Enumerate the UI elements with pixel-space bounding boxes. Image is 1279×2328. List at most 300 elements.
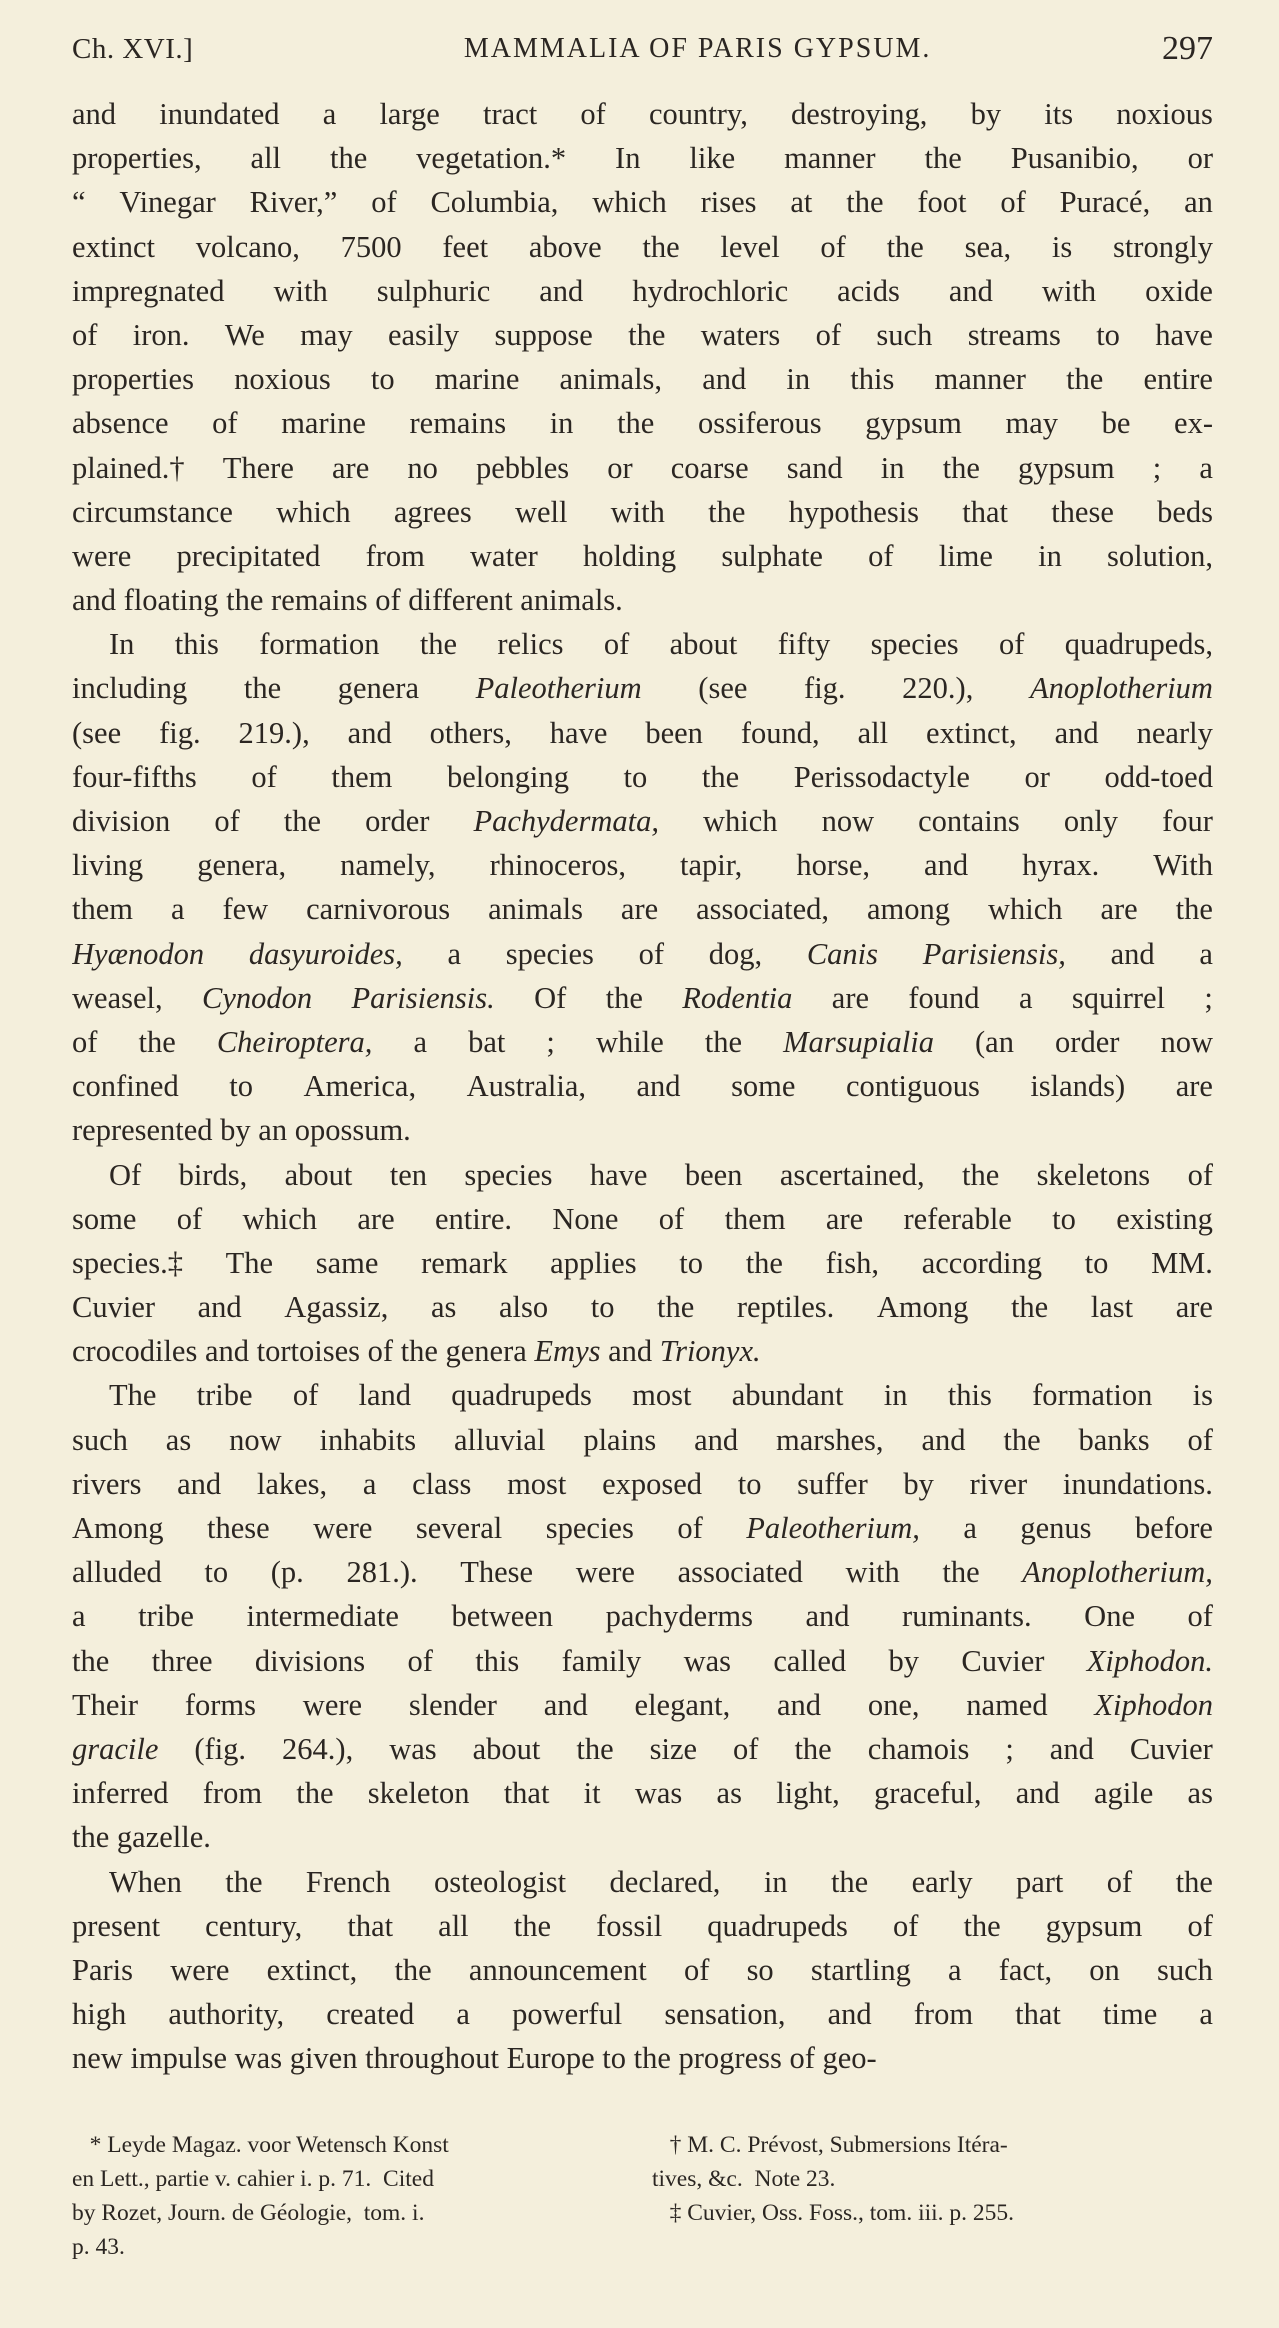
word: [1153, 843, 1213, 887]
text-line: [72, 490, 1213, 534]
text-segment: ten: [389, 1157, 428, 1192]
text-segment: the: [942, 450, 980, 485]
word: [109, 622, 134, 666]
text-segment: The: [109, 1378, 157, 1413]
word: [546, 1506, 634, 1550]
text-segment: most: [507, 1466, 567, 1501]
text-segment: of: [998, 627, 1025, 662]
word: [196, 225, 300, 269]
text-segment: the: [617, 406, 655, 441]
text-segment: were: [170, 1952, 230, 1987]
word: [234, 357, 331, 401]
text-segment: and: [694, 1422, 739, 1457]
word: [214, 799, 239, 843]
word: [1011, 1285, 1048, 1329]
text-segment: islands): [1030, 1069, 1126, 1104]
text-line: [72, 1241, 1213, 1285]
word: [550, 1241, 636, 1285]
text-segment: manner: [934, 362, 1026, 397]
word: [271, 1550, 304, 1594]
text-segment: this: [850, 362, 895, 397]
text-segment: as: [431, 1290, 457, 1325]
word: [431, 1285, 456, 1329]
word: [72, 490, 233, 534]
text-segment: rhinoceros,: [489, 848, 626, 883]
word: [250, 180, 338, 224]
text-segment: alluvial: [453, 1422, 546, 1457]
word: [166, 1418, 191, 1462]
text-segment: the: [963, 1908, 1001, 1943]
text-line: [72, 1683, 1213, 1727]
text-segment: animals: [488, 892, 583, 927]
text-line: [72, 1992, 1213, 2036]
text-segment: osteologist: [433, 1864, 567, 1899]
text-segment: were: [575, 1555, 635, 1590]
text-segment: hyrax.: [1022, 848, 1100, 883]
word: [410, 401, 507, 445]
word: [407, 446, 438, 490]
word: [923, 932, 1066, 976]
text-segment: to: [679, 1245, 703, 1280]
text-segment: When: [109, 1864, 182, 1899]
text-segment: about: [284, 1157, 353, 1192]
text-line: [72, 1020, 1213, 1064]
paragraph: [72, 1373, 1213, 1859]
word: [1188, 1153, 1213, 1197]
text-segment: a: [362, 1466, 377, 1501]
word: [197, 1373, 253, 1417]
word: [867, 887, 950, 931]
text-segment: the: [283, 804, 322, 838]
text-segment: are: [1175, 1290, 1213, 1325]
text-segment: have: [549, 715, 608, 750]
text-segment: Cuvier: [72, 1290, 156, 1325]
text-segment: as: [165, 1422, 192, 1457]
italic-text: Anoplotherium,: [1022, 1555, 1213, 1590]
text-segment: or: [1024, 759, 1050, 794]
word: [409, 1683, 497, 1727]
word: [72, 1020, 97, 1064]
text-segment: of: [683, 1952, 710, 1987]
text-segment: genus: [1020, 1511, 1092, 1545]
word: [1042, 269, 1096, 313]
word: [963, 1904, 1000, 1948]
word: [244, 666, 281, 710]
text-segment: in: [1038, 538, 1062, 573]
italic-text: Anoplotherium: [1029, 671, 1213, 706]
text-segment: waters: [700, 317, 781, 352]
text-line: [72, 1904, 1213, 1948]
word: [451, 1373, 592, 1417]
word: [1060, 180, 1151, 224]
text-segment: while: [595, 1024, 664, 1059]
word: [1003, 1418, 1040, 1462]
text-segment: last: [1090, 1290, 1134, 1325]
text-segment: these: [206, 1511, 270, 1545]
text-segment: one,: [867, 1687, 920, 1722]
word: [1055, 1020, 1119, 1064]
word: [828, 1992, 872, 2036]
text-segment: dog,: [708, 936, 763, 971]
word: [464, 1153, 552, 1197]
text-segment: the: [605, 980, 643, 1015]
text-segment: of: [1000, 185, 1026, 220]
word: [475, 1639, 519, 1683]
word: [1084, 1594, 1135, 1638]
word: [229, 1418, 282, 1462]
word: [363, 1462, 377, 1506]
word: [1137, 711, 1213, 755]
word: [338, 666, 419, 710]
word: [590, 1153, 648, 1197]
word: [1050, 1727, 1094, 1771]
word: [152, 1639, 213, 1683]
word: [109, 1153, 141, 1197]
word: [72, 269, 224, 313]
word: [820, 225, 845, 269]
word: [544, 1683, 588, 1727]
text-segment: ex-: [1174, 406, 1213, 441]
text-segment: Australia,: [466, 1069, 587, 1104]
word: [352, 976, 495, 1020]
text-segment: and: [1054, 715, 1099, 750]
word: [1100, 887, 1137, 931]
word: [791, 92, 927, 136]
italic-text: Xiphodon.: [1086, 1643, 1213, 1678]
word: [473, 1727, 541, 1771]
italic-text: Xiphodon: [1094, 1687, 1213, 1722]
text-segment: been: [645, 715, 703, 750]
word: [635, 1771, 682, 1815]
text-segment: of: [72, 1024, 98, 1059]
text-segment: of: [251, 759, 277, 794]
word: [1030, 666, 1213, 710]
word: [868, 534, 893, 578]
word: [438, 1904, 469, 1948]
footnote-line: by Rozet, Journ. de Géologie, tom. i.: [72, 2200, 425, 2226]
word: [249, 932, 403, 976]
text-segment: have: [1155, 317, 1213, 352]
text-segment: found: [908, 980, 980, 1015]
word: [846, 1064, 980, 1108]
text-segment: sand: [786, 450, 843, 485]
text-segment: them: [72, 892, 133, 927]
word: [451, 1594, 553, 1638]
word: [331, 755, 392, 799]
word: [456, 1992, 470, 2036]
word: [773, 1639, 846, 1683]
text-segment: Pusanibio,: [1010, 141, 1139, 176]
word: [72, 180, 86, 224]
word: [229, 1064, 253, 1108]
word: [276, 490, 351, 534]
italic-text: Parisiensis,: [922, 936, 1066, 971]
text-segment: and: [539, 273, 584, 308]
text-segment: in: [880, 450, 905, 485]
word: [924, 136, 961, 180]
word: [72, 843, 143, 887]
text-line: [72, 887, 1213, 931]
word: [698, 401, 822, 445]
text-segment: of: [214, 804, 240, 838]
word: [225, 313, 265, 357]
word: [467, 1064, 586, 1108]
text-segment: animals,: [559, 362, 663, 397]
text-segment: the: [225, 1864, 263, 1899]
word: [365, 799, 429, 843]
text-line: [72, 1373, 1213, 1417]
word: [1188, 1771, 1213, 1815]
word: [460, 1550, 533, 1594]
text-line: [72, 1329, 1213, 1373]
text-segment: which: [987, 892, 1063, 927]
text-segment: of: [868, 538, 894, 573]
word: [282, 1727, 353, 1771]
word: [624, 755, 648, 799]
text-segment: been: [684, 1157, 743, 1192]
text-line: [72, 666, 1213, 710]
text-line: [72, 1418, 1213, 1462]
word: [877, 1285, 969, 1329]
word: [831, 1860, 868, 1904]
word: [326, 1992, 414, 2036]
text-line: [72, 711, 1213, 755]
text-segment: and: [197, 1290, 242, 1325]
word: [934, 357, 1025, 401]
word: [476, 666, 642, 710]
word: [696, 887, 829, 931]
text-line: [72, 534, 1213, 578]
text-segment: odd-toed: [1104, 759, 1213, 794]
text-segment: (an: [975, 1024, 1014, 1059]
body-text: [72, 92, 1213, 2080]
word: [394, 490, 472, 534]
text-segment: inhabits: [319, 1422, 417, 1457]
word: [159, 92, 279, 136]
text-line: [72, 1506, 1213, 1550]
text-segment: hypothesis: [788, 494, 920, 529]
text-segment: Paris: [72, 1952, 133, 1987]
text-segment: With: [1153, 848, 1213, 883]
word: [1032, 1373, 1152, 1417]
word: [680, 843, 742, 887]
word: [371, 357, 395, 401]
text-line: [72, 976, 1213, 1020]
text-segment: and: [948, 273, 993, 308]
text-segment: land: [358, 1378, 412, 1413]
text-segment: several: [415, 1511, 503, 1545]
text-segment: a: [322, 97, 337, 131]
text-segment: powerful: [512, 1997, 623, 2032]
word: [284, 799, 321, 843]
text-segment: a: [72, 1599, 86, 1634]
word: [420, 622, 457, 666]
text-segment: associated: [677, 1555, 803, 1590]
text-segment: fossil: [596, 1908, 663, 1943]
word: [185, 1683, 256, 1727]
word: [1155, 313, 1213, 357]
text-segment: remark: [421, 1245, 508, 1280]
text-segment: of: [407, 1643, 433, 1678]
word: [1135, 1506, 1213, 1550]
word: [962, 490, 1008, 534]
word: [584, 1771, 601, 1815]
text-segment: the: [846, 185, 884, 220]
text-line: [72, 1285, 1213, 1329]
text-segment: circumstance: [72, 494, 233, 529]
word: [702, 357, 746, 401]
text-segment: were: [72, 538, 132, 573]
text-segment: entire.: [434, 1201, 513, 1236]
word: [499, 1285, 548, 1329]
text-line: [72, 1550, 1213, 1594]
text-segment: These: [460, 1555, 534, 1590]
text-line: [72, 1639, 1213, 1683]
word: [682, 976, 792, 1020]
text-segment: and: [827, 1997, 872, 2032]
word: [1052, 1197, 1076, 1241]
text-segment: about: [669, 627, 738, 662]
text-segment: Among: [72, 1511, 164, 1545]
text-segment: coarse: [670, 450, 749, 485]
word: [664, 1992, 785, 2036]
word: [133, 313, 190, 357]
text-segment: species: [505, 936, 594, 971]
word: [72, 1992, 126, 2036]
word: [394, 1948, 431, 1992]
text-segment: intermediate: [246, 1599, 399, 1634]
word: [583, 1418, 656, 1462]
text-segment: announcement: [468, 1952, 647, 1987]
text-segment: hydrochloric: [632, 273, 789, 308]
word: [884, 1373, 908, 1417]
text-segment: may: [1005, 406, 1058, 441]
word: [366, 534, 425, 578]
text-segment: the: [708, 494, 746, 529]
text-segment: bat: [468, 1024, 506, 1059]
text-segment: and: [1049, 1731, 1094, 1766]
word: [721, 534, 823, 578]
word: [971, 92, 1002, 136]
text-segment: the: [1010, 1290, 1049, 1325]
text-segment: banks: [1078, 1422, 1150, 1457]
text-segment: lime: [938, 538, 993, 573]
word: [1019, 976, 1033, 1020]
word: [72, 313, 97, 357]
text-segment: part: [1015, 1864, 1064, 1899]
word: [764, 1860, 788, 1904]
word: [203, 1771, 262, 1815]
text-segment: contiguous: [845, 1069, 980, 1104]
text-segment: tract: [483, 97, 538, 131]
text-segment: of: [1187, 1599, 1213, 1634]
word: [1160, 1020, 1213, 1064]
word: [948, 1948, 962, 1992]
text-segment: that: [1015, 1997, 1061, 2032]
text-segment: pachyderms: [605, 1599, 753, 1634]
word: [717, 1771, 742, 1815]
text-segment: fig.: [804, 671, 846, 706]
text-segment: river: [969, 1466, 1028, 1501]
text-segment: the: [72, 1643, 110, 1678]
text-line: [72, 1727, 1213, 1771]
text-segment: which: [703, 804, 778, 838]
text-segment: volcano,: [195, 229, 300, 264]
word: [1143, 357, 1212, 401]
word: [850, 357, 894, 401]
text-segment: according: [921, 1245, 1042, 1280]
word: [1102, 401, 1131, 445]
text-segment: rises: [700, 185, 757, 220]
word: [1174, 401, 1213, 445]
word: [72, 1948, 133, 1992]
footnote-line: p. 43.: [72, 2234, 125, 2260]
footnote-line: † M. C. Prévost, Submersions Itéra-: [652, 2132, 1008, 2158]
text-segment: ;: [1005, 1731, 1014, 1766]
text-segment: that: [962, 494, 1008, 529]
word: [1157, 1948, 1213, 1992]
text-segment: this: [475, 1643, 520, 1678]
word: [1157, 490, 1213, 534]
text-line: [72, 446, 1213, 490]
text-segment: extinct: [72, 229, 155, 264]
word: [942, 1550, 979, 1594]
text-segment: of: [212, 406, 238, 441]
text-segment: manner: [784, 141, 876, 176]
text-segment: was: [389, 1731, 437, 1766]
text-segment: was: [634, 1776, 683, 1811]
text-segment: order: [365, 804, 430, 838]
word: [306, 1860, 391, 1904]
word: [1130, 1727, 1213, 1771]
text-segment: oxide: [1145, 273, 1213, 308]
word: [1176, 1064, 1213, 1108]
word: [285, 1153, 353, 1197]
word: [223, 446, 294, 490]
text-segment: living: [72, 848, 144, 883]
word: [1116, 1197, 1213, 1241]
word: [576, 1550, 635, 1594]
text-segment: a: [413, 1024, 428, 1059]
text-segment: and: [924, 848, 969, 883]
footnotes-right-column: [652, 2128, 1222, 2264]
word: [442, 225, 488, 269]
text-segment: or: [607, 450, 633, 485]
text-segment: elegant,: [634, 1687, 731, 1722]
word: [602, 1462, 702, 1506]
word: [1094, 1771, 1153, 1815]
word: [1107, 534, 1213, 578]
text-segment: in: [786, 362, 811, 397]
text-segment: most: [632, 1378, 692, 1413]
text-segment: that: [503, 1776, 550, 1811]
text-segment: of: [677, 1511, 703, 1545]
word: [615, 136, 640, 180]
word: [1065, 622, 1213, 666]
word: [596, 1020, 664, 1064]
footnote-line: tives, &c. Note 23.: [652, 2166, 836, 2192]
word: [313, 1506, 372, 1550]
text-segment: or: [1187, 141, 1213, 176]
text-segment: present: [72, 1908, 161, 1943]
text-segment: a: [948, 1952, 962, 1987]
italic-text: dasyuroides,: [248, 936, 403, 971]
text-segment: (see: [698, 671, 748, 706]
word: [671, 446, 749, 490]
word: [786, 357, 810, 401]
text-segment: and: [347, 715, 392, 750]
word: [72, 357, 194, 401]
